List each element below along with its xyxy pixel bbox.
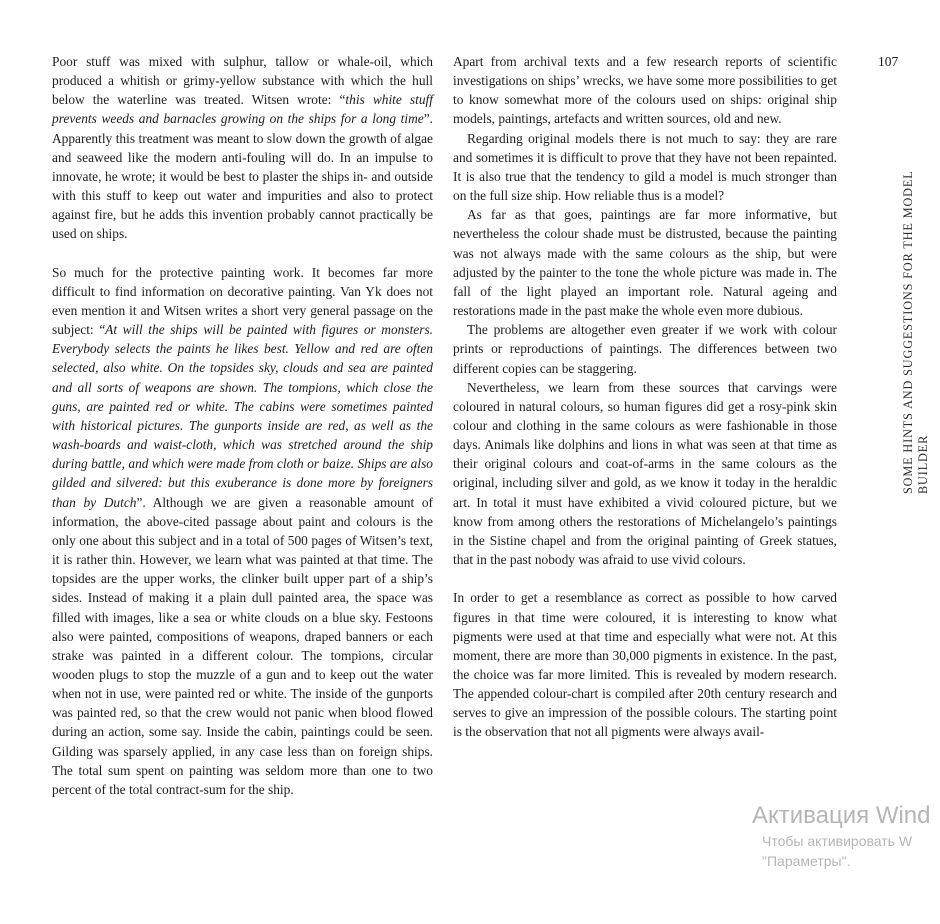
paragraph-prints: The problems are altogether even greater if we work with colour prints or reproductions of paintings. The differences between two different copies can be staggering. [453,322,837,376]
running-head: SOME HINTS AND SUGGESTIONS FOR THE MODEL BUILDER [901,170,930,494]
paragraph-text: ”. Although we are given a reasonable amount of information, the above-cited passage about paint and colours is the only one about this subject and in a total of 500 pages of Witsen’s text, it is rather thin. However, we learn what was painted at that time. The topsides are the upper works, the clinker built upper part of a ship’s sides. Instead of making it a plain dull painted area, the space was filled with images, like a sea or white clouds on a blue sky. Festoons also were painted, compositions of weapons, draped banners or each strake was painted in a different colour. The tompions, circular wooden plugs to stop the muzzle of a gun and to keep out the water when not in use, were painted red or white. The inside of the gunports was painted red, so that the crew would not panic when blood flowed during an action, some say. Inside the cabin, paintings could be seen. Gilding was sparsely applied, in any case less than on foreign ships. The total sum spent on painting was seldom more than one to two percent of the total contract-sum for the ship. [52,494,433,797]
paragraph-text: Poor stuff was mixed with sulphur, tallow or whale-oil, which produced a whitish or grimy-yellow substance with which the hull below the waterline was treated. Witsen wrote: “ [52,54,433,108]
paragraph-decorative-paint [52,263,433,799]
paragraph-sources: Apart from archival texts and a few research reports of scientific investigations on ships’ wrecks, we have some more possibilities to get to know somewhat more of the colours used on ships: original ship models, paintings, artefacts and written sources, old and new. [453,54,837,127]
watermark-line: "Параметры". [762,853,851,869]
paragraph-gap [453,569,837,588]
paragraph-text: So much for the protective painting work. It becomes far more difficult to find information on decorative painting. Van Yk does not even mention it and Witsen writes a short very general passage on the subject: “ [52,264,433,338]
witsen-quote: At will the ships will be painted with figures or monsters. Everybody selects the paints he likes best. Yellow and red are often selected, also white. On the topsides sky, clouds and sea are painted and all sorts of weapons are shown. The tompions, which close the guns, are painted red or white. The cabins were sometimes painted with historical pictures. The gunports inside are red, as well as the wash-boards and waist-cloth, which was stretched around the ship during battle, and which were made from cloth or baize. Ships are also gilded and silvered: but this exuberance is done more by foreigners than by Dutch [52,322,433,510]
watermark-line: Чтобы активировать W [762,833,913,849]
paragraph-models: Regarding original models there is not much to say: they are rare and sometimes it is difficult to prove that they have not been repainted. It is also true that the tendency to gild a model is much stronger than on the full size ship. How reliable thus is a model? [453,130,837,204]
right-column [453,52,837,742]
left-column [52,52,433,799]
paragraph-pigments: In order to get a resemblance as correct as possible to how carved figures in that time were coloured, it is interesting to know what pigments were used at that time and especially what were not. At this moment, there are more than 30,000 pigments in existence. In the past, the choice was far more limited. This is revealed by modern research. The appended colour-chart is compiled after 20th century research and serves to give an impression of the possible colours. The starting point is the observation that not all pigments were always avail- [453,590,837,740]
paragraph-carvings: Nevertheless, we learn from these sources that carvings were coloured in natural colours, so human figures did get a rosy-pink skin colour and clothing in the same colours as were fashionable in those days. Animals like dolphins and lions in what was seen at that time as their original colours and coat-of-arms in the same colours as the original, including silver and gold, as we know it today in the heraldic art. In total it must have exhibited a vivid coloured picture, but we know from among others the restorations of Michelangelo’s paintings in the Sistine chapel and from the original painting of Greek statues, that in the past nobody was afraid to use vivid colours. [453,379,837,568]
paragraph-protective-paint [52,52,433,244]
watermark-title: Активация Wind [752,802,931,829]
page-number: 107 [878,54,899,69]
windows-activation-watermark [752,801,931,871]
paragraph-gap [52,244,433,263]
paragraph-paintings: As far as that goes, paintings are far more informative, but nevertheless the colour shade must be distrusted, because the painting was not always made with the same colours as the ship, but were adjusted by the painter to the tone the whole picture was made in. The fall of the light played an important role. Natural ageing and restorations made in the past make the whole even more dubious. [453,207,837,319]
witsen-quote: this white stuff prevents weeds and barnacles growing on the ships for a long time [52,92,434,127]
paragraph-text: ”. Apparently this treatment was meant to slow down the growth of algae and seaweed like the modern anti-fouling will do. In an impulse to innovate, he wrote; it would be best to plaster the ships in- and outside with this stuff to keep out water and impurities and also to protect against fire, but he adds this invention probably cannot practically be used on ships. [52,111,433,242]
